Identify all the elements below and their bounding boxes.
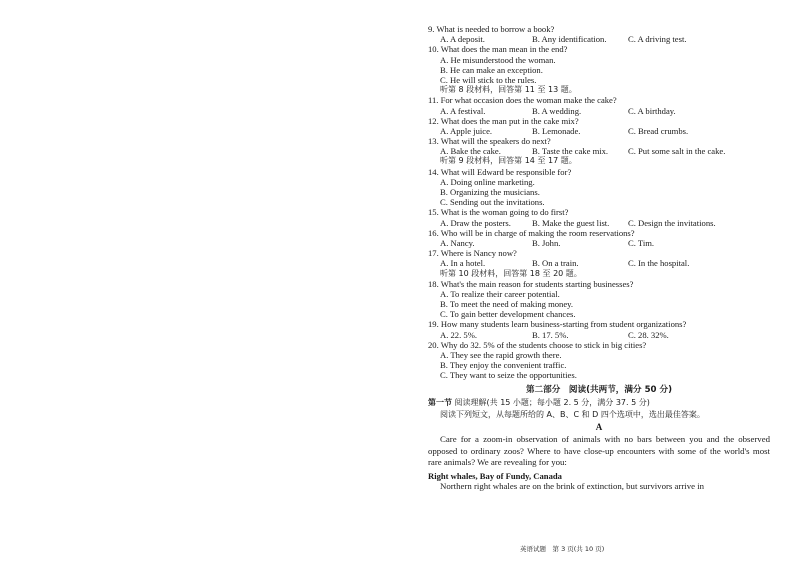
options-row — [428, 126, 770, 136]
option-c: C. Bread crumbs. — [628, 125, 689, 136]
part-two-title: 第二部分 阅读(共两节，满分 50 分) — [525, 384, 673, 395]
section-label: 第一节 — [428, 397, 452, 407]
option-c: C. A birthday. — [628, 105, 676, 116]
option-b: B. They enjoy the convenient traffic. — [440, 360, 567, 371]
passage-paragraph-2: Northern right whales are on the brink of extinction, but survivors arrive in — [440, 481, 705, 492]
options-row — [428, 238, 770, 248]
option-c: C. A driving test. — [628, 34, 687, 45]
option-b: B. Taste the cake mix. — [532, 146, 609, 157]
option-b: B. On a train. — [532, 258, 579, 269]
option-c: C. They want to seize the opportunities. — [440, 370, 577, 381]
option-a: A. Bake the cake. — [440, 146, 501, 157]
option-b: B. To meet the need of making money. — [440, 299, 574, 310]
question-stem: 19. How many students learn business-starting from student organizations? — [428, 319, 687, 330]
question-stem: 11. For what occasion does the woman make the cake? — [428, 95, 617, 106]
option-a: A. Draw the posters. — [440, 217, 511, 228]
option-c: C. He will stick to the rules. — [440, 74, 537, 85]
question-stem: 18. What's the main reason for students starting businesses? — [428, 278, 634, 289]
options-row — [428, 258, 770, 268]
passage-subtitle: Right whales, Bay of Fundy, Canada — [428, 470, 562, 481]
option-b: B. Organizing the musicians. — [440, 187, 540, 197]
options-row — [428, 146, 770, 156]
option-c: C. Sending out the invitations. — [440, 197, 545, 208]
option-b: B. John. — [532, 237, 561, 248]
question-stem: 10. What does the man mean in the end? — [428, 44, 568, 55]
option-a: A. In a hotel. — [440, 258, 486, 269]
page-footer: 英语试题 第 3 页(共 10 页) — [520, 545, 605, 553]
question-stem: 13. What will the speakers do next? — [428, 136, 551, 147]
reading-instruction: 阅读下列短文，从每题所给的 A、B、C 和 D 四个选项中，选出最佳答案。 — [440, 409, 705, 419]
options-row — [428, 106, 770, 116]
option-c: C. Put some salt in the cake. — [628, 146, 726, 157]
option-b: B. Lemonade. — [532, 125, 581, 136]
passage-letter: A — [595, 422, 603, 433]
option-a: A. A deposit. — [440, 34, 485, 45]
option-b: B. A wedding. — [532, 105, 582, 116]
question-stem: 16. Who will be in charge of making the room reservations? — [428, 227, 635, 238]
option-c: C. 28. 32%. — [628, 329, 669, 340]
question-stem: 17. Where is Nancy now? — [428, 248, 517, 259]
option-b: B. He can make an exception. — [440, 64, 543, 75]
option-c: C. Design the invitations. — [628, 217, 716, 228]
question-stem: 12. What does the man put in the cake mix? — [428, 115, 579, 126]
option-c: C. Tim. — [628, 237, 655, 248]
option-a: A. To realize their career potential. — [440, 288, 560, 299]
options-row — [428, 34, 770, 44]
listening-instruction: 听第 9 段材料，回答第 14 至 17 题。 — [440, 156, 577, 166]
passage-paragraph-1: Care for a zoom-in observation of animals with no bars between you and the observed opposed to ordinary zoos? Where to have close-up encounters with some of the world's most rare animals? We are revealing for you: — [428, 434, 770, 467]
question-stem: 14. What will Edward be responsible for? — [428, 166, 572, 177]
option-a: A. They see the rapid growth there. — [440, 350, 562, 360]
option-a: A. He misunderstood the woman. — [440, 54, 556, 65]
option-c: C. To gain better development chances. — [440, 309, 576, 320]
option-a: A. Nancy. — [440, 237, 475, 248]
option-b: B. Make the guest list. — [532, 217, 610, 228]
option-b: B. 17. 5%. — [532, 329, 569, 340]
listening-instruction: 听第 10 段材料，回答第 18 至 20 题。 — [440, 268, 582, 278]
section-one-header — [428, 398, 770, 408]
question-stem: 20. Why do 32. 5% of the students choose to stick in big cities? — [428, 339, 647, 350]
option-a: A. Apple juice. — [440, 125, 493, 136]
listening-instruction: 听第 8 段材料，回答第 11 至 13 题。 — [440, 85, 577, 95]
question-stem: 9. What is needed to borrow a book? — [428, 24, 555, 34]
option-b: B. Any identification. — [532, 34, 607, 45]
question-stem: 15. What is the woman going to do first? — [428, 207, 569, 218]
options-row — [428, 218, 770, 228]
option-a: A. 22. 5%. — [440, 329, 477, 340]
options-row — [428, 330, 770, 340]
exam-content — [428, 24, 770, 492]
option-c: C. In the hospital. — [628, 258, 690, 269]
option-a: A. A festival. — [440, 105, 486, 116]
section-title: 阅读理解(共 15 小题；每小题 2. 5 分，满分 37. 5 分) — [454, 397, 650, 407]
option-a: A. Doing online marketing. — [440, 176, 535, 187]
